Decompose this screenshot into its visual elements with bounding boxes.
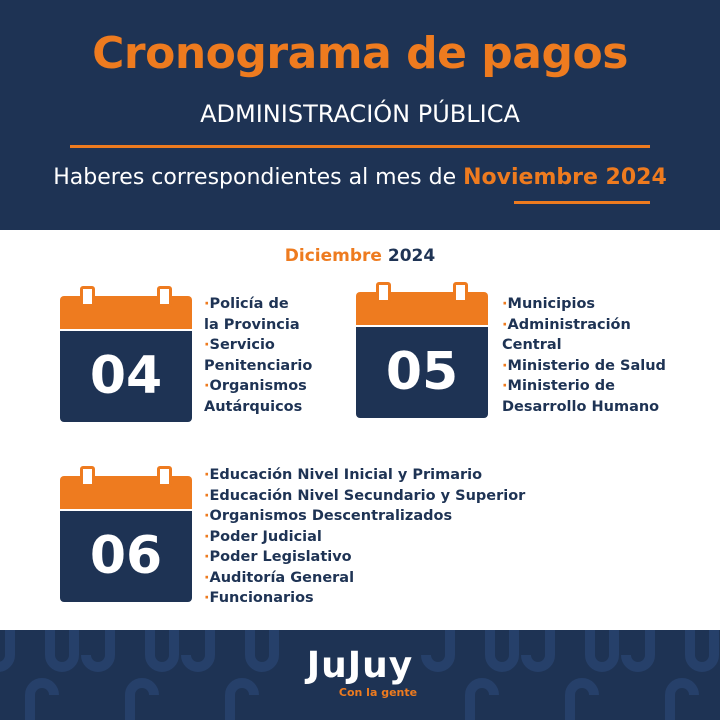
list-item-text: Funcionarios <box>209 590 314 606</box>
logo-tagline: Con la gente <box>338 686 418 699</box>
calendar-ring-icon <box>157 466 172 487</box>
calendar-icon-day-06 <box>60 466 192 602</box>
day-number: 06 <box>89 526 163 586</box>
bullet-icon: · <box>204 487 210 504</box>
bullet-icon: · <box>204 549 210 565</box>
bullet-icon: · <box>502 378 508 394</box>
list-item-text: Poder Legislativo <box>209 549 352 565</box>
month-heading <box>0 246 720 266</box>
list-item <box>502 315 702 356</box>
calendar-icon-day-04 <box>60 286 192 422</box>
list-item-text: Organismos Autárquicos <box>204 378 307 415</box>
bullet-icon: · <box>204 528 210 545</box>
calendar-ring-icon <box>453 282 468 303</box>
list-item <box>204 376 344 417</box>
list-item <box>502 376 702 417</box>
list-item <box>204 294 344 335</box>
bullet-icon: · <box>502 296 508 312</box>
day-06-list <box>204 465 564 609</box>
period-prefix: Haberes correspondientes al mes de <box>53 165 457 190</box>
header-banner <box>0 0 720 230</box>
day-05-list <box>502 294 702 417</box>
list-item-text: Ministerio de Desarrollo Humano <box>502 378 660 415</box>
bullet-icon: · <box>204 378 210 394</box>
list-item-text: Administración Central <box>502 316 631 353</box>
calendar-icon-day-05 <box>356 282 488 418</box>
list-item-text: Policía de la Provincia <box>204 296 300 333</box>
bullet-icon: · <box>204 590 210 606</box>
period-highlight: Noviembre 2024 <box>463 165 667 190</box>
list-item-text: Educación Nivel Inicial y Primario <box>209 467 483 483</box>
calendar-ring-icon <box>376 282 391 303</box>
day-number: 04 <box>89 346 163 406</box>
bullet-icon: · <box>204 296 210 312</box>
list-item-text: Auditoría General <box>209 569 355 586</box>
day-04-list <box>204 294 344 417</box>
footer-banner <box>0 630 720 720</box>
list-item-text: Educación Nivel Secundario y Superior <box>209 487 526 504</box>
list-item <box>204 486 564 507</box>
list-item-text: Ministerio de Salud <box>507 357 666 374</box>
divider-underline <box>514 201 650 204</box>
list-item <box>204 465 564 486</box>
period-line <box>0 165 720 190</box>
divider-top <box>70 145 650 148</box>
bullet-icon: · <box>204 337 210 353</box>
bullet-icon: · <box>204 508 210 524</box>
list-item <box>204 588 564 609</box>
list-item <box>204 335 344 376</box>
calendar-ring-icon <box>80 466 95 487</box>
bullet-icon: · <box>204 569 210 586</box>
jujuy-logo <box>0 646 720 699</box>
list-item-text: Servicio Penitenciario <box>204 337 313 374</box>
list-item-text: Organismos Descentralizados <box>209 508 453 524</box>
list-item-text: Poder Judicial <box>209 528 322 545</box>
month-name: Diciembre <box>284 246 382 266</box>
calendar-body <box>356 327 488 418</box>
list-item-text: Municipios <box>507 296 596 312</box>
list-item <box>204 547 564 568</box>
bullet-icon: · <box>502 357 508 374</box>
calendar-ring-icon <box>80 286 95 307</box>
list-item <box>204 527 564 548</box>
calendar-body <box>60 511 192 602</box>
list-item <box>502 356 702 377</box>
list-item <box>204 568 564 589</box>
list-item <box>204 506 564 527</box>
bullet-icon: · <box>204 467 210 483</box>
calendar-ring-icon <box>157 286 172 307</box>
month-year: 2024 <box>387 246 436 266</box>
bullet-icon: · <box>502 316 508 333</box>
logo-text: JuJuy <box>306 645 414 686</box>
page-title: Cronograma de pagos <box>92 28 628 79</box>
day-number: 05 <box>385 342 459 402</box>
calendar-body <box>60 331 192 422</box>
list-item <box>502 294 702 315</box>
page-subtitle: ADMINISTRACIÓN PÚBLICA <box>200 100 520 128</box>
